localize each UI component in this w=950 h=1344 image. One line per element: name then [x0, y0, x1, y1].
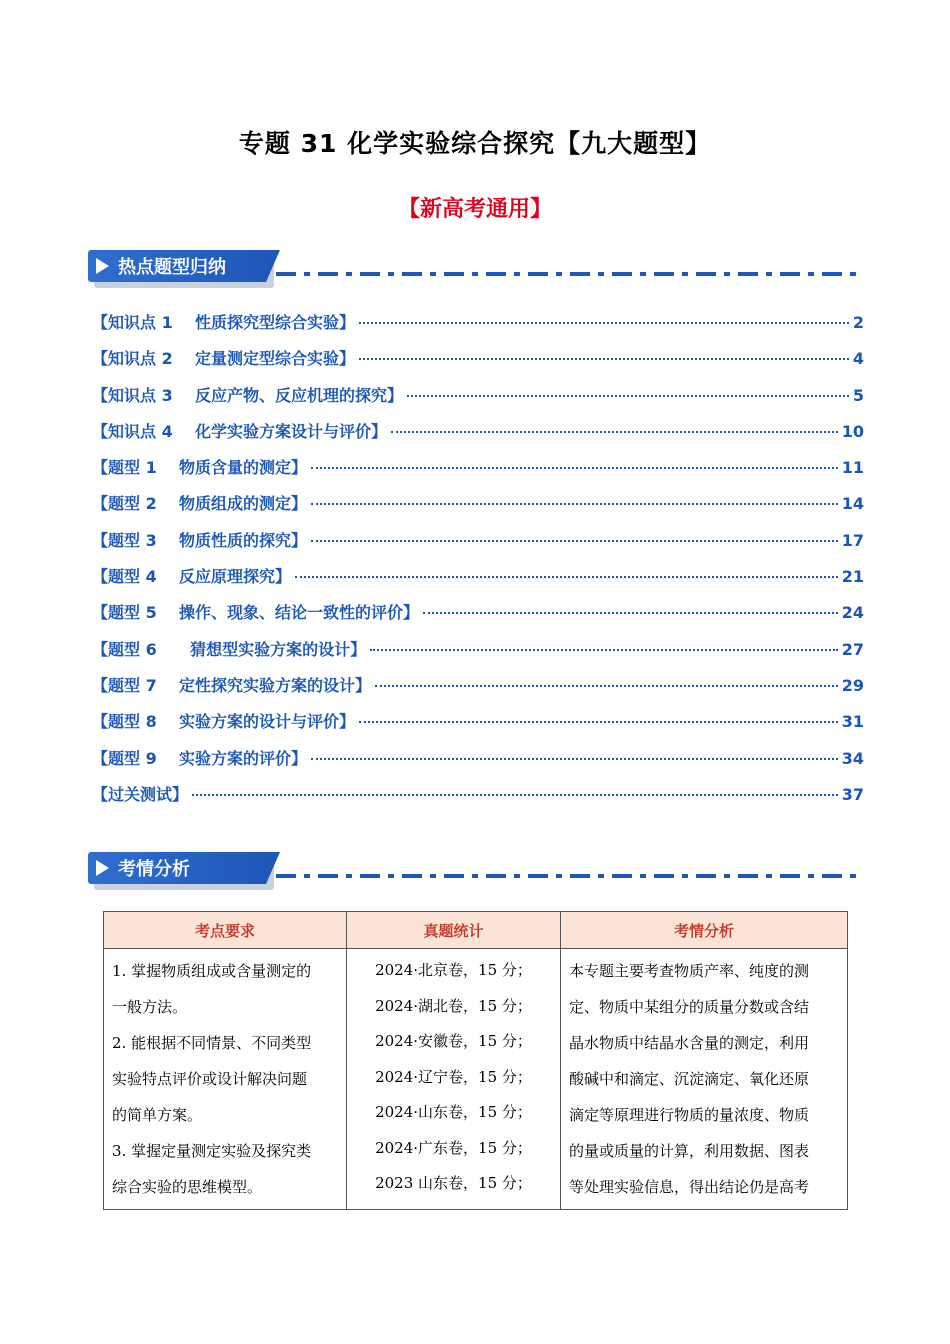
dash-divider	[276, 272, 856, 276]
toc-entry[interactable]	[92, 383, 864, 419]
toc-entry[interactable]	[92, 455, 864, 491]
table-header: 考情分析	[561, 912, 848, 949]
toc-page-number: 37	[841, 784, 864, 804]
toc-page-number: 31	[841, 712, 864, 732]
toc-leader-dots	[407, 395, 849, 397]
toc-entry[interactable]	[92, 346, 864, 382]
toc-leader-dots	[391, 431, 838, 433]
toc-entry-label: 【题型 5 操作、现象、结论一致性的评价】	[92, 603, 419, 623]
analysis-line: 晶水物质中结晶水含量的测定，利用	[569, 1034, 810, 1052]
toc-entry-label: 【知识点 4 化学实验方案设计与评价】	[92, 421, 387, 441]
requirement-line: 1. 掌握物质组成或含量测定的	[112, 962, 312, 980]
stat-line: 2024·辽宁卷，15 分；	[375, 1067, 532, 1086]
table-header: 考点要求	[104, 912, 347, 949]
toc-page-number: 4	[852, 349, 864, 369]
exam-analysis-table	[103, 911, 848, 1210]
requirement-line: 的简单方案。	[112, 1106, 203, 1124]
toc-entry[interactable]	[92, 782, 864, 818]
requirement-line: 实验特点评价或设计解决问题	[112, 1070, 308, 1088]
requirement-line: 2. 能根据不同情景、不同类型	[112, 1034, 312, 1052]
section-header-hot-topics	[88, 250, 858, 284]
section-banner	[88, 250, 266, 282]
toc-entry-label: 【题型 6 猜想型实验方案的设计】	[92, 639, 367, 659]
stat-line: 2023 山东卷，15 分；	[375, 1174, 532, 1192]
section-banner	[88, 852, 266, 884]
analysis-line: 酸碱中和滴定、沉淀滴定、氧化还原	[569, 1070, 810, 1088]
toc-leader-dots	[295, 576, 838, 578]
toc-leader-dots	[311, 467, 838, 469]
toc-entry-label: 【题型 7 定性探究实验方案的设计】	[92, 675, 371, 695]
toc-page-number: 2	[852, 313, 864, 332]
toc-entry-label: 【题型 1 物质含量的测定】	[92, 458, 307, 478]
requirement-line: 3. 掌握定量测定实验及探究类	[112, 1142, 312, 1160]
toc-entry[interactable]	[92, 564, 864, 600]
toc-entry[interactable]	[92, 600, 864, 636]
table-header: 真题统计	[347, 912, 561, 949]
stats-cell	[347, 949, 561, 1210]
toc-page-number: 34	[841, 748, 864, 768]
toc-leader-dots	[359, 322, 849, 324]
toc-entry[interactable]	[92, 637, 864, 673]
analysis-line: 滴定等原理进行物质的量浓度、物质	[569, 1106, 810, 1124]
toc-entry-label: 【知识点 3 反应产物、反应机理的探究】	[92, 385, 403, 405]
toc-leader-dots	[311, 503, 838, 505]
toc-page-number: 17	[841, 530, 864, 550]
toc-entry[interactable]	[92, 746, 864, 782]
page-title: 专题 31 化学实验综合探究【九大题型】	[238, 129, 712, 158]
toc-leader-dots	[375, 685, 838, 687]
toc-entry-label: 【题型 2 物质组成的测定】	[92, 494, 307, 514]
toc-entry-label: 【题型 9 实验方案的评价】	[92, 748, 307, 768]
toc-leader-dots	[423, 612, 838, 614]
stat-line: 2024·湖北卷，15 分；	[375, 996, 532, 1015]
requirement-line: 综合实验的思维模型。	[112, 1178, 263, 1196]
section-title: 考情分析	[118, 859, 190, 880]
toc-page-number: 5	[852, 385, 864, 405]
stat-line: 2024·广东卷，15 分；	[375, 1138, 532, 1157]
toc-entry[interactable]	[92, 491, 864, 527]
toc-leader-dots	[311, 758, 838, 760]
toc-page-number: 21	[841, 567, 864, 587]
page-subtitle: 【新高考通用】	[397, 197, 552, 222]
requirements-cell	[104, 949, 347, 1210]
requirement-line: 一般方法。	[112, 998, 188, 1016]
toc-entry-label: 【题型 3 物质性质的探究】	[92, 530, 307, 550]
analysis-line: 定、物质中某组分的质量分数或含结	[569, 998, 810, 1016]
stat-line: 2024·山东卷，15 分；	[375, 1103, 532, 1121]
toc-entry[interactable]	[92, 419, 864, 455]
toc-entry-label: 【知识点 1 性质探究型综合实验】	[92, 313, 355, 332]
play-arrow-icon	[96, 860, 109, 876]
toc-entry[interactable]	[92, 528, 864, 564]
toc-entry-label: 【过关测试】	[92, 784, 189, 804]
toc-entry[interactable]	[92, 310, 864, 346]
toc-page-number: 29	[841, 675, 864, 695]
toc-leader-dots	[311, 540, 838, 542]
stat-line: 2024·安徽卷，15 分；	[375, 1032, 532, 1050]
table-of-contents	[92, 310, 864, 818]
toc-leader-dots	[192, 794, 838, 796]
toc-page-number: 27	[841, 639, 864, 659]
section-title: 热点题型归纳	[118, 257, 226, 278]
analysis-line: 本专题主要考查物质产率、纯度的测	[569, 962, 810, 980]
stat-line: 2024·北京卷，15 分；	[375, 961, 532, 979]
analysis-line: 的量或质量的计算，利用数据、图表	[569, 1142, 810, 1160]
analysis-cell	[561, 949, 848, 1210]
section-header-exam-analysis	[88, 852, 858, 886]
analysis-line: 等处理实验信息，得出结论仍是高考	[569, 1178, 810, 1196]
toc-entry[interactable]	[92, 673, 864, 709]
toc-page-number: 11	[841, 458, 864, 478]
toc-page-number: 14	[841, 494, 864, 514]
toc-entry[interactable]	[92, 709, 864, 745]
toc-entry-label: 【知识点 2 定量测定型综合实验】	[92, 349, 355, 369]
toc-page-number: 10	[841, 421, 864, 441]
toc-leader-dots	[370, 649, 838, 651]
toc-page-number: 24	[841, 603, 864, 623]
toc-entry-label: 【题型 8 实验方案的设计与评价】	[92, 712, 355, 732]
play-arrow-icon	[96, 258, 109, 274]
toc-entry-label: 【题型 4 反应原理探究】	[92, 567, 291, 587]
toc-leader-dots	[359, 358, 849, 360]
dash-divider	[276, 874, 856, 878]
toc-leader-dots	[359, 721, 838, 723]
